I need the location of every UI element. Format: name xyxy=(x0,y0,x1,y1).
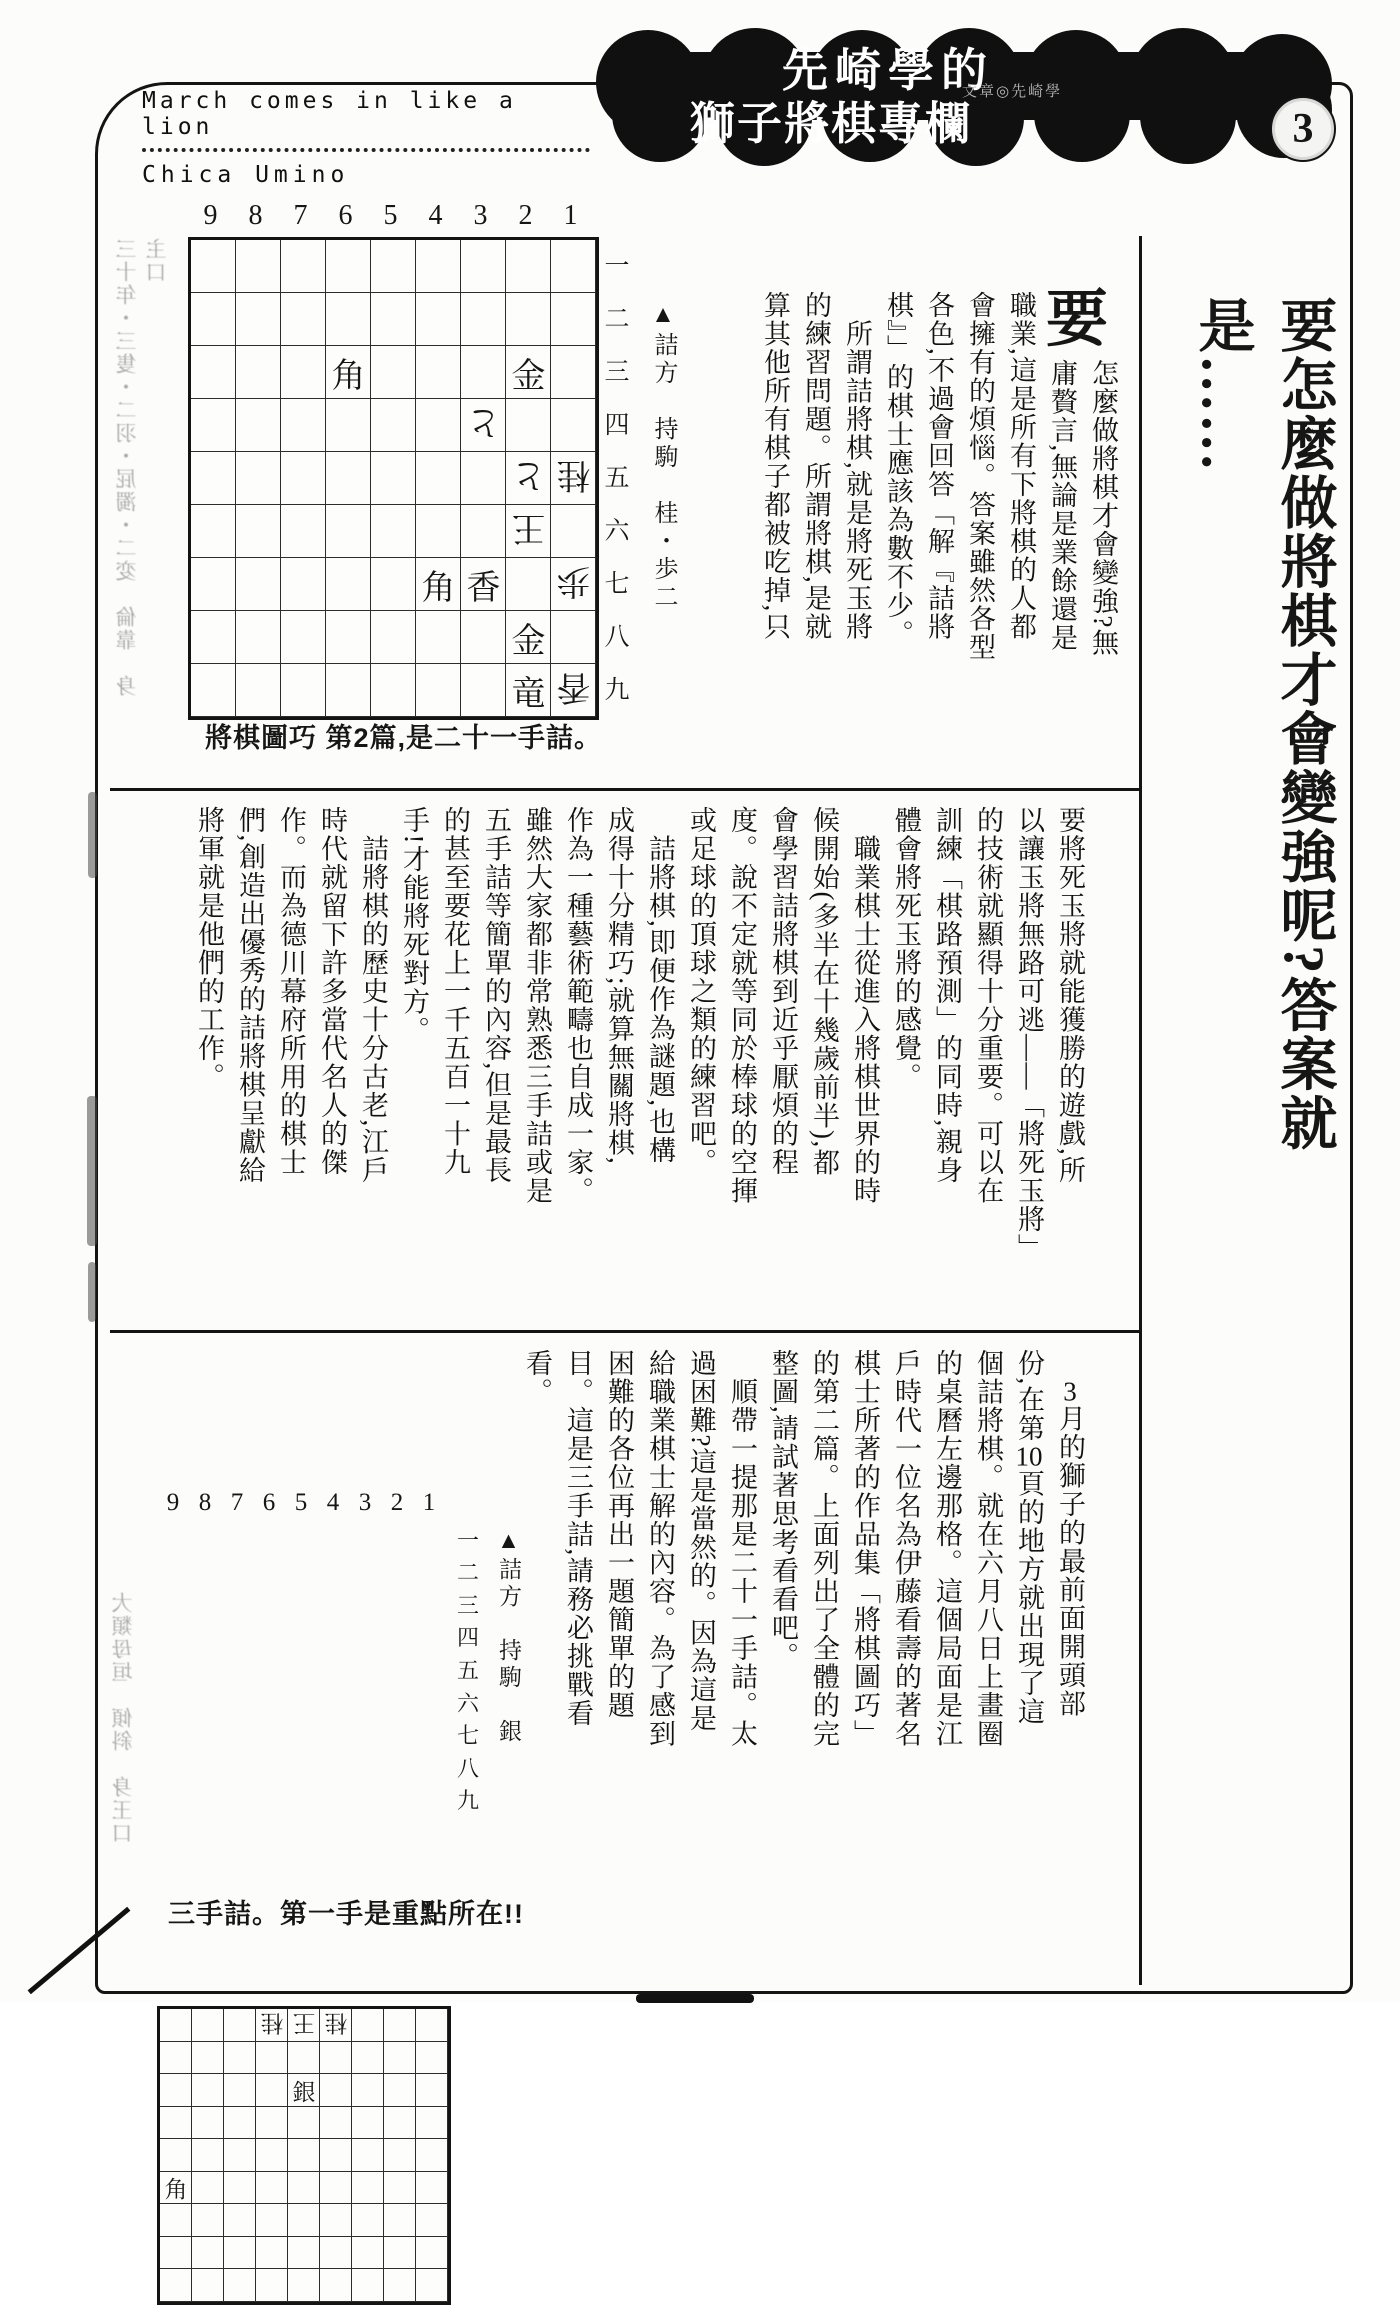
board-cell xyxy=(352,2139,384,2172)
board-cell xyxy=(160,2139,192,2172)
file-label: 2 xyxy=(518,200,533,231)
board-cell xyxy=(371,452,416,505)
scan-smudge xyxy=(88,1262,96,1322)
board-cell xyxy=(191,240,236,293)
text-column: 過困難?這是當然的。因為這是 xyxy=(686,1349,716,1733)
board-cell xyxy=(416,240,461,293)
board-cell xyxy=(281,558,326,611)
board-cell xyxy=(236,611,281,664)
board-cell xyxy=(256,2139,288,2172)
board-cell xyxy=(352,2009,384,2042)
board-cell xyxy=(416,2042,448,2075)
text-column: 五手詰等簡單的內容,但是最長 xyxy=(481,806,511,1185)
board-cell xyxy=(326,399,371,452)
board-cell xyxy=(352,2172,384,2205)
board-cell xyxy=(192,2009,224,2042)
board-cell xyxy=(371,293,416,346)
board-cell xyxy=(191,505,236,558)
board-cell xyxy=(352,2042,384,2075)
board-cell xyxy=(461,346,506,399)
board-cell xyxy=(191,558,236,611)
board-cell xyxy=(256,2269,288,2302)
scan-smudge xyxy=(88,792,97,878)
shogi-piece: 銀 xyxy=(292,2079,316,2105)
text-column: 棋士所著的作品集「將棋圖巧」 xyxy=(850,1349,880,1748)
board-cell xyxy=(288,2269,320,2302)
series-title: March comes in like a lion xyxy=(142,88,517,140)
board-cell xyxy=(191,452,236,505)
board1-rank-labels xyxy=(600,237,634,714)
section-divider-2 xyxy=(110,1330,1139,1333)
text-column: 的練習問題。所謂將棋,是就 xyxy=(801,291,831,642)
rank-label: 六 xyxy=(456,1690,479,1716)
text-column: 作。而為德川幕府所用的棋士 xyxy=(276,806,306,1177)
shogi-piece: 角 xyxy=(164,2177,188,2203)
board-cell xyxy=(551,611,596,664)
board-cell xyxy=(191,399,236,452)
file-label: 9 xyxy=(166,1489,180,1516)
board-cell xyxy=(326,611,371,664)
board-cell xyxy=(191,293,236,346)
board-cell xyxy=(191,611,236,664)
text-column: 成得十分精巧;就算無關將棋, xyxy=(604,806,634,1166)
board-cell xyxy=(160,2237,192,2270)
rank-label: 二 xyxy=(604,305,630,333)
board-cell xyxy=(256,2237,288,2270)
shogi-piece: 桂 xyxy=(260,2010,284,2036)
file-label: 6 xyxy=(262,1489,276,1516)
board-cell xyxy=(320,2107,352,2140)
badge-credit: 文章◎先崎學 xyxy=(962,84,1063,100)
board-cell xyxy=(416,293,461,346)
board-cell xyxy=(236,452,281,505)
drop-cap: 要 xyxy=(1046,286,1109,354)
board-cell xyxy=(326,240,371,293)
board-cell xyxy=(236,240,281,293)
masthead xyxy=(142,88,602,188)
shogi-piece: と xyxy=(466,403,501,440)
text-column: 3月的獅子的最前面開頭部 xyxy=(1055,1377,1085,1718)
text-column: 的甚至要花上一千五百一十九 xyxy=(440,806,470,1177)
text-column: 目。這是三手詰,請務必挑戰看 xyxy=(563,1349,593,1728)
board-cell xyxy=(371,664,416,717)
page-title: 要怎麼做將棋才會變強呢?答案就是…… xyxy=(1190,296,1335,1153)
board-cell xyxy=(281,399,326,452)
board-cell xyxy=(224,2074,256,2107)
rank-label: 五 xyxy=(456,1657,479,1683)
board-cell xyxy=(551,399,596,452)
board-cell xyxy=(551,240,596,293)
board-cell xyxy=(384,2237,416,2270)
rank-label: 三 xyxy=(604,358,630,386)
text-column: 會學習詰將棋到近乎厭煩的程 xyxy=(768,806,798,1177)
board1-side-label: ▲詰方 持駒 桂・歩二 xyxy=(650,302,676,612)
board-cell xyxy=(320,2237,352,2270)
board-cell xyxy=(192,2204,224,2237)
shogi-piece: と xyxy=(511,456,546,493)
text-column: 手!才能將死對方。 xyxy=(399,806,429,1045)
series-author: Chica Umino xyxy=(142,162,350,188)
text-column: 庸贅言,無論是業餘還是 xyxy=(1047,359,1077,653)
shogi-piece: 角 xyxy=(421,570,456,607)
board-cell xyxy=(551,505,596,558)
board-cell xyxy=(256,2074,288,2107)
board-cell xyxy=(160,2009,192,2042)
board-cell xyxy=(192,2139,224,2172)
shogi-piece: 桂 xyxy=(556,456,591,493)
board-cell xyxy=(256,2042,288,2075)
board-cell xyxy=(326,293,371,346)
board-cell xyxy=(416,399,461,452)
board-cell xyxy=(352,2204,384,2237)
board-cell xyxy=(461,452,506,505)
board-cell xyxy=(551,346,596,399)
text-column: 度。說不定就等同於棒球的空揮 xyxy=(727,806,757,1205)
text-column: 的技術就顯得十分重要。可以在 xyxy=(973,806,1003,1205)
rank-label: 二 xyxy=(456,1560,479,1586)
board-cell xyxy=(236,293,281,346)
board1-caption: 將棋圖巧 第2篇,是二十一手詰。 xyxy=(205,723,603,753)
board-cell xyxy=(320,2269,352,2302)
shogi-piece: 王 xyxy=(292,2010,316,2036)
board-cell xyxy=(288,2139,320,2172)
file-label: 6 xyxy=(338,200,353,231)
rank-label: 六 xyxy=(604,517,630,545)
board-cell xyxy=(236,346,281,399)
board-cell xyxy=(236,505,281,558)
board-cell xyxy=(281,293,326,346)
text-column: 的第二篇。上面列出了全體的完 xyxy=(809,1349,839,1748)
board-cell xyxy=(281,452,326,505)
rank-label: 九 xyxy=(456,1788,479,1814)
board2-rank-labels xyxy=(452,1523,484,1816)
text-column: 詰將棋的歷史十分古老,江戶 xyxy=(358,806,388,1185)
text-column: 給職業棋士解的內容。為了感到 xyxy=(645,1349,675,1748)
file-label: 4 xyxy=(326,1489,340,1516)
board-cell xyxy=(160,2074,192,2107)
text-column: 的桌曆左邊那格。這個局面是江 xyxy=(932,1349,962,1748)
text-column: 以讓玉將無路可逃——「將死玉將」 xyxy=(1014,806,1044,1262)
board-cell xyxy=(416,2237,448,2270)
text-column: 職業棋士從進入將棋世界的時 xyxy=(850,806,880,1205)
board-cell xyxy=(461,240,506,293)
board-cell xyxy=(416,2107,448,2140)
board-cell xyxy=(352,2107,384,2140)
board-cell xyxy=(256,2172,288,2205)
board-cell xyxy=(371,240,416,293)
text-column: 體會將死玉將的感覺。 xyxy=(891,806,921,1091)
rank-label: 四 xyxy=(456,1625,479,1651)
board-cell xyxy=(160,2107,192,2140)
file-label: 4 xyxy=(428,200,443,231)
board-cell xyxy=(236,558,281,611)
text-column: 要將死玉將就能獲勝的遊戲,所 xyxy=(1055,806,1085,1185)
board-cell xyxy=(416,2204,448,2237)
board-cell xyxy=(224,2009,256,2042)
text-column: 困難的各位再出一題簡單的題 xyxy=(604,1349,634,1720)
shogi-piece: 桂 xyxy=(324,2010,348,2036)
board-cell xyxy=(506,399,551,452)
rank-label: 八 xyxy=(456,1755,479,1781)
board-cell xyxy=(192,2172,224,2205)
text-column: 職業,這是所有下將棋的人都 xyxy=(1006,291,1036,642)
board-cell xyxy=(320,2204,352,2237)
board-cell xyxy=(320,2139,352,2172)
board-cell xyxy=(384,2139,416,2172)
rank-label: 一 xyxy=(604,252,630,280)
shogi-piece: 王 xyxy=(511,509,546,546)
board-cell xyxy=(416,611,461,664)
board-cell xyxy=(192,2042,224,2075)
board2-side-label: ▲詰方 持駒 銀 xyxy=(496,1528,521,1746)
board-cell xyxy=(416,2074,448,2107)
board-cell xyxy=(224,2237,256,2270)
board-cell xyxy=(352,2237,384,2270)
board-cell xyxy=(256,2107,288,2140)
file-label: 8 xyxy=(198,1489,212,1516)
board-cell xyxy=(416,664,461,717)
shogi-board-1 xyxy=(188,237,599,720)
board-cell xyxy=(506,293,551,346)
file-label: 7 xyxy=(230,1489,244,1516)
text-column: 份,在第10頁的地方就出現了這 xyxy=(1014,1349,1044,1727)
article-section-2 xyxy=(186,806,1090,1276)
text-column: 雖然大家都非常熟悉三手詰或是 xyxy=(522,806,552,1205)
board-cell xyxy=(416,2172,448,2205)
board-cell xyxy=(224,2042,256,2075)
board2-caption: 三手詰。第一手是重點所在!! xyxy=(168,1899,524,1929)
board-cell xyxy=(384,2009,416,2042)
rank-label: 七 xyxy=(456,1723,479,1749)
vertical-divider xyxy=(1139,236,1142,1985)
file-label: 2 xyxy=(390,1489,404,1516)
board-cell xyxy=(281,505,326,558)
board-cell xyxy=(371,346,416,399)
text-column: 或足球的頂球之類的練習吧。 xyxy=(686,806,716,1177)
board-cell xyxy=(461,505,506,558)
text-column: 時代就留下許多當代名人的傑 xyxy=(317,806,347,1177)
file-label: 5 xyxy=(294,1489,308,1516)
board-cell xyxy=(384,2107,416,2140)
text-column: 看。 xyxy=(522,1349,552,1406)
file-label: 3 xyxy=(473,200,488,231)
board-cell xyxy=(288,2172,320,2205)
shogi-piece: 金 xyxy=(511,358,546,395)
board-cell xyxy=(192,2074,224,2107)
board2-file-labels xyxy=(157,1489,445,1519)
shogi-piece: 歩 xyxy=(556,562,591,599)
board-cell xyxy=(256,2204,288,2237)
text-column: 所謂詰將棋,就是將死玉將 xyxy=(842,291,872,642)
file-label: 1 xyxy=(422,1489,436,1516)
board-cell xyxy=(416,452,461,505)
rank-label: 八 xyxy=(604,623,630,651)
board-cell xyxy=(191,664,236,717)
text-column: 會擁有的煩惱。答案雖然各型 xyxy=(965,291,995,662)
board-cell xyxy=(371,611,416,664)
board-cell xyxy=(352,2074,384,2107)
board-cell xyxy=(384,2204,416,2237)
text-column: 怎麼做將棋才會變強?無 xyxy=(1088,359,1118,658)
file-label: 8 xyxy=(248,200,263,231)
ghost-text: 三十年・三隻・二羽・屁濁・二変 倫靠 身主口 xyxy=(115,238,169,698)
board-cell xyxy=(551,293,596,346)
board-cell xyxy=(160,2042,192,2075)
board-cell xyxy=(371,558,416,611)
dotted-rule xyxy=(142,148,590,152)
shogi-piece: 竜 xyxy=(511,676,546,713)
rank-label: 四 xyxy=(604,411,630,439)
text-column: 候開始(多半在十幾歲前半),都 xyxy=(809,806,839,1178)
board-cell xyxy=(192,2237,224,2270)
file-label: 7 xyxy=(293,200,308,231)
article-section-1 xyxy=(753,286,1123,711)
board-cell xyxy=(224,2204,256,2237)
board-cell xyxy=(320,2074,352,2107)
board-cell xyxy=(281,611,326,664)
shogi-piece: 角 xyxy=(331,358,366,395)
board-cell xyxy=(320,2172,352,2205)
rank-label: 九 xyxy=(604,676,630,704)
text-column: 們,創造出優秀的詰將棋呈獻給 xyxy=(235,806,265,1185)
board-cell xyxy=(224,2172,256,2205)
board-cell xyxy=(326,558,371,611)
shogi-piece: 金 xyxy=(511,623,546,660)
board-cell xyxy=(371,399,416,452)
board1-file-labels xyxy=(188,200,593,234)
text-column: 算其他所有棋子都被吃掉,只 xyxy=(760,291,790,642)
board-cell xyxy=(281,240,326,293)
file-label: 1 xyxy=(563,200,578,231)
file-label: 5 xyxy=(383,200,398,231)
board-cell xyxy=(288,2042,320,2075)
board-cell xyxy=(160,2204,192,2237)
board-cell xyxy=(416,2269,448,2302)
board-cell xyxy=(384,2172,416,2205)
board-cell xyxy=(461,293,506,346)
file-label: 3 xyxy=(358,1489,372,1516)
text-column: 戶時代一位名為伊藤看壽的著名 xyxy=(891,1349,921,1748)
board-cell xyxy=(288,2237,320,2270)
file-label: 9 xyxy=(203,200,218,231)
board-cell xyxy=(416,346,461,399)
board-cell xyxy=(320,2042,352,2075)
badge-title-line1: 先崎學的 xyxy=(782,45,994,96)
rank-label: 三 xyxy=(456,1592,479,1618)
text-column: 各色,不過會回答「解『詰將 xyxy=(924,291,954,642)
board-cell xyxy=(160,2269,192,2302)
board-cell xyxy=(224,2107,256,2140)
text-column: 整圖,請試著思考看看吧。 xyxy=(768,1349,798,1671)
board-cell xyxy=(384,2042,416,2075)
shogi-piece: 香 xyxy=(556,668,591,705)
board-cell xyxy=(352,2269,384,2302)
board-cell xyxy=(371,505,416,558)
text-column: 將軍就是他們的工作。 xyxy=(194,806,224,1091)
board-cell xyxy=(506,240,551,293)
rank-label: 七 xyxy=(604,570,630,598)
text-column: 作為一種藝術範疇也自成一家。 xyxy=(563,806,593,1205)
text-column: 訓練「棋路預測」的同時,親身 xyxy=(932,806,962,1185)
board-cell xyxy=(281,664,326,717)
issue-number-circle xyxy=(1270,96,1336,162)
scan-smudge xyxy=(87,1096,97,1246)
shogi-board-2 xyxy=(157,2006,451,2305)
text-column: 個詰將棋。就在六月八日上畫圈 xyxy=(973,1349,1003,1748)
board-cell xyxy=(236,664,281,717)
board-cell xyxy=(326,664,371,717)
board-cell xyxy=(224,2269,256,2302)
board-cell xyxy=(384,2074,416,2107)
issue-number: 3 xyxy=(1292,106,1314,152)
text-column: 棋』」的棋士應該為數不少。 xyxy=(883,291,913,648)
shogi-piece: 香 xyxy=(466,570,501,607)
board-cell xyxy=(326,452,371,505)
board-cell xyxy=(416,2139,448,2172)
badge-title-line2: 獅子將棋專欄 xyxy=(690,99,973,149)
board-cell xyxy=(416,505,461,558)
board-cell xyxy=(192,2107,224,2140)
text-column: 順帶一提那是二十一手詰。太 xyxy=(727,1349,757,1748)
ghost-text: 大類母垣 傾斜 身王口 xyxy=(111,1592,135,1845)
rank-label: 一 xyxy=(456,1527,479,1553)
board-cell xyxy=(288,2204,320,2237)
board-cell xyxy=(461,611,506,664)
board-cell xyxy=(224,2139,256,2172)
board-cell xyxy=(506,558,551,611)
rank-label: 五 xyxy=(604,464,630,492)
board-cell xyxy=(326,505,371,558)
board-cell xyxy=(288,2107,320,2140)
article-section-3 xyxy=(514,1349,1090,1779)
board-cell xyxy=(281,346,326,399)
board-cell xyxy=(384,2269,416,2302)
board-cell xyxy=(191,346,236,399)
section-divider-1 xyxy=(110,788,1139,791)
text-column: 詰將棋,即便作為謎題,也構 xyxy=(645,806,675,1165)
board-cell xyxy=(192,2269,224,2302)
board-cell xyxy=(461,664,506,717)
board-cell xyxy=(416,2009,448,2042)
board-cell xyxy=(236,399,281,452)
scan-edge-mark xyxy=(636,1994,754,2003)
